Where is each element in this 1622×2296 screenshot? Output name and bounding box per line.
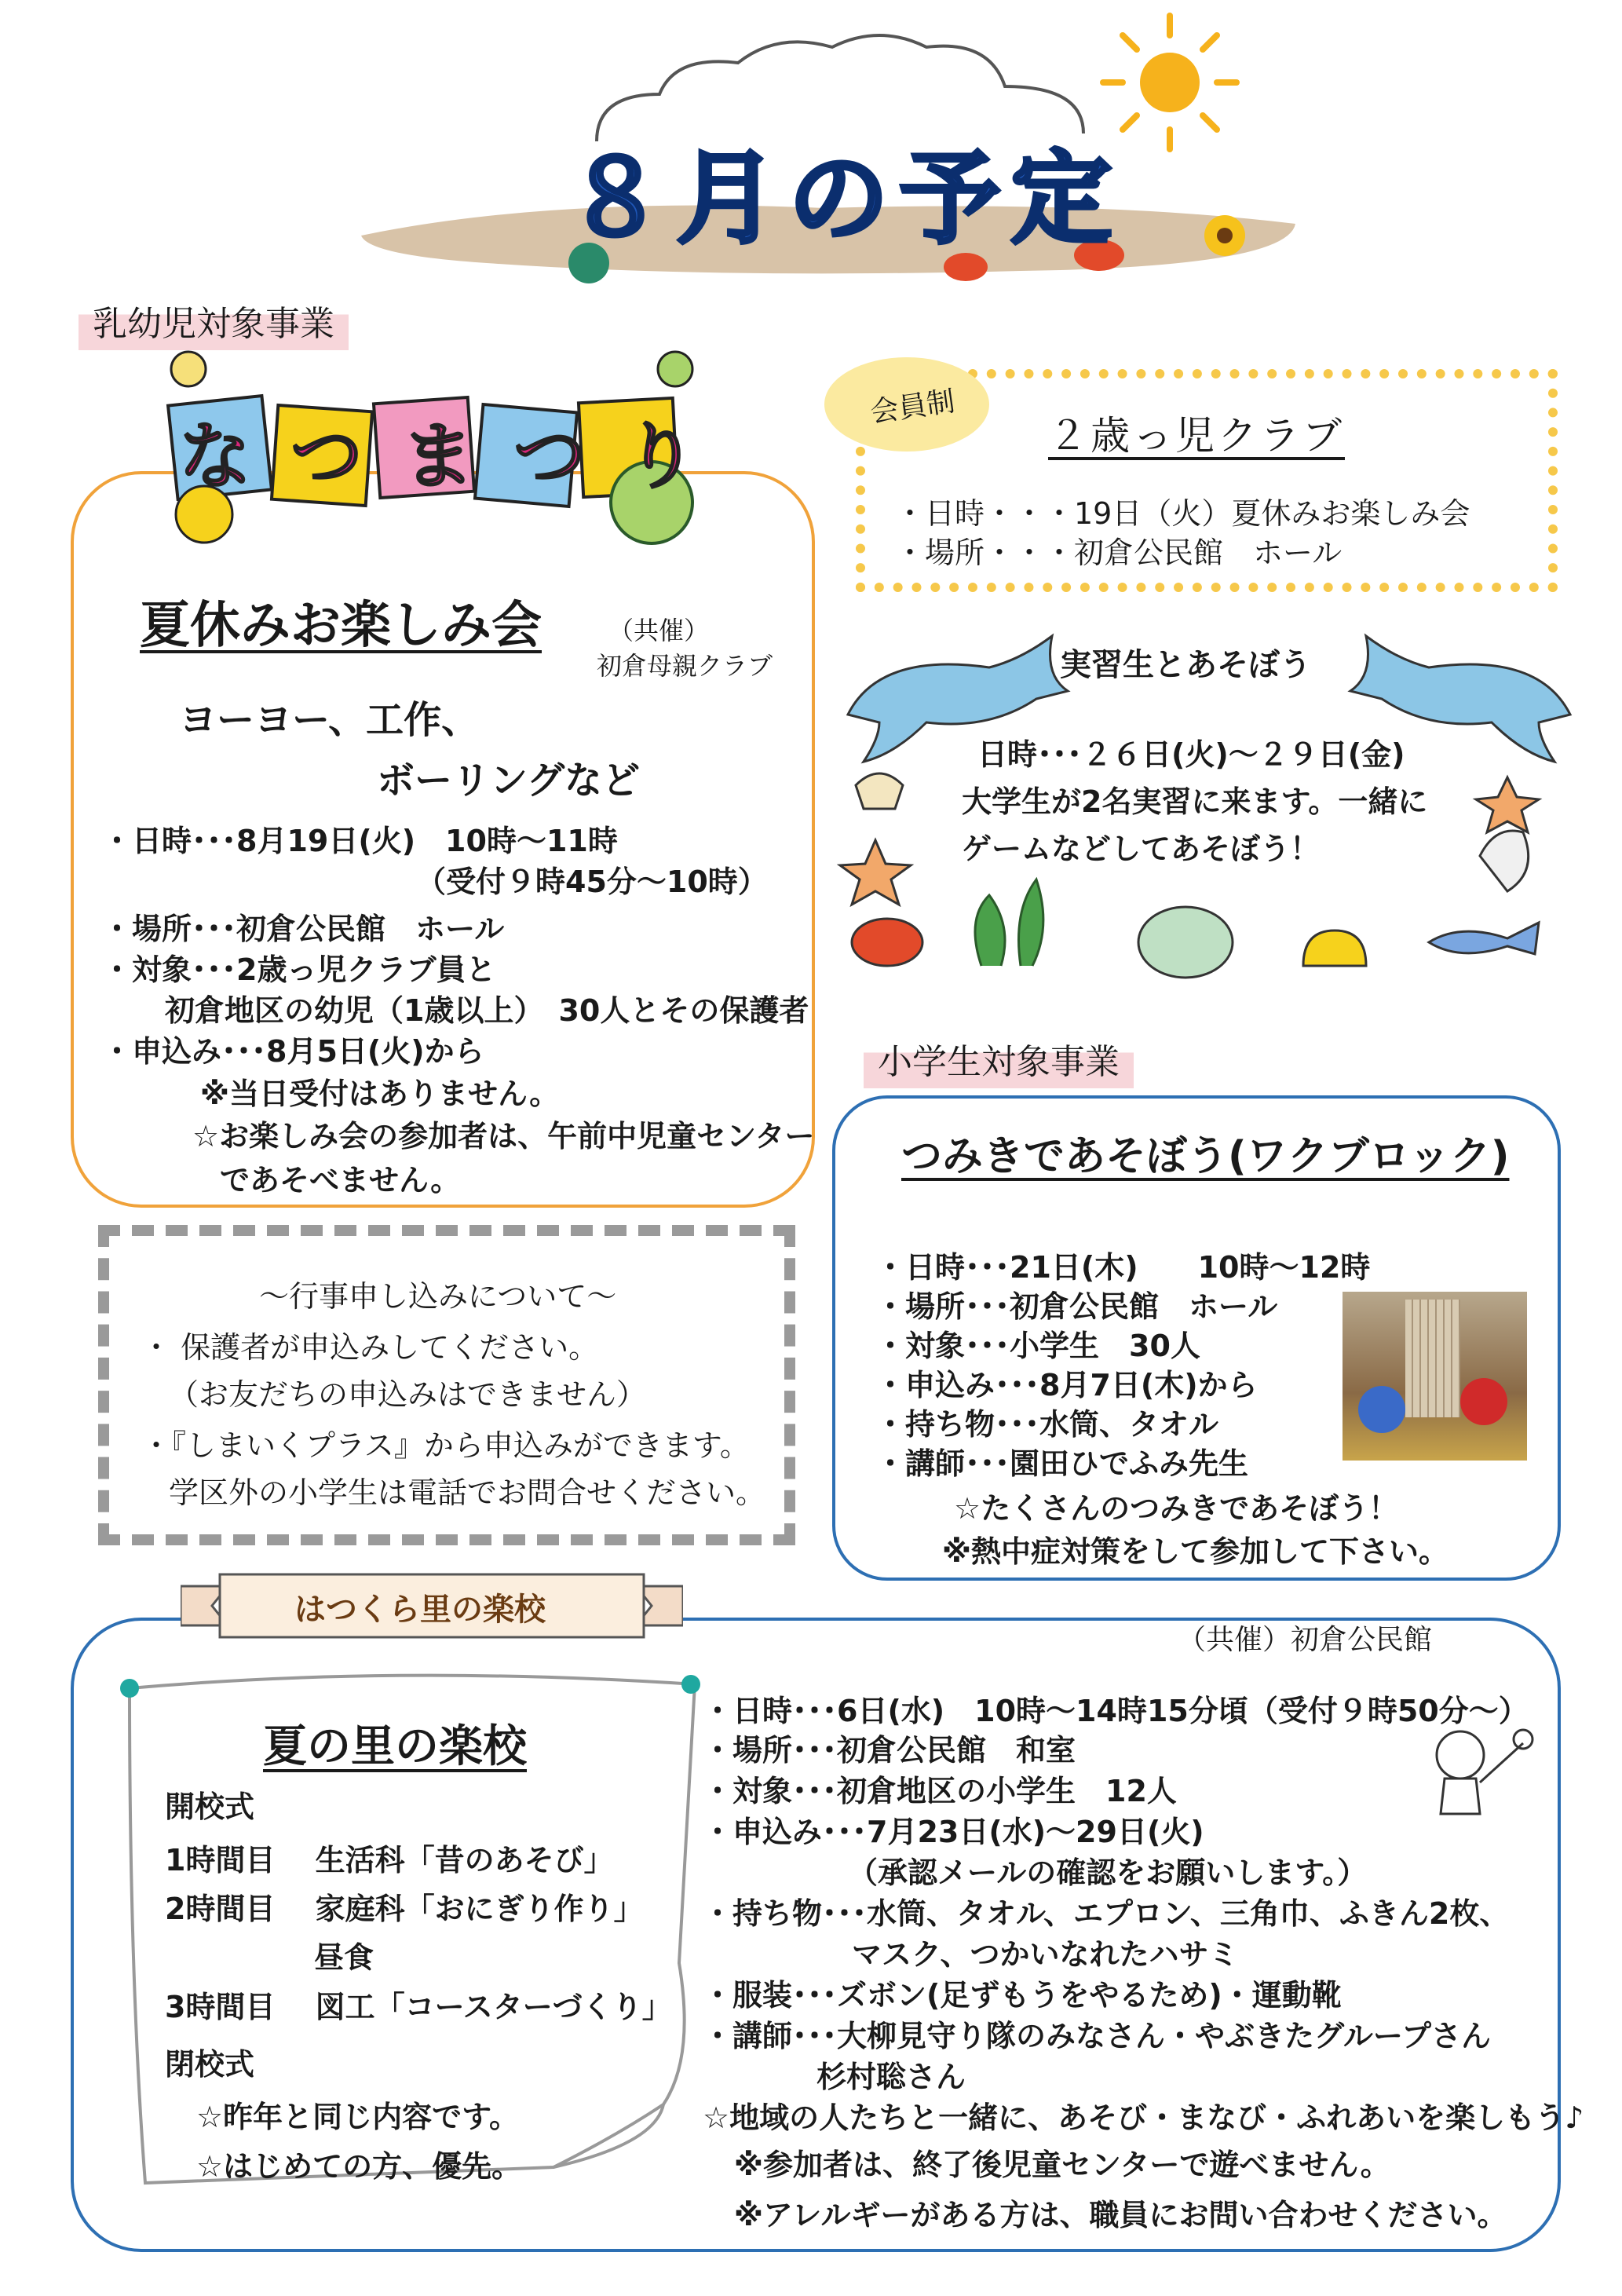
tsumiki-place: ・場所･･･初倉公民館 ホール [875,1289,1278,1324]
tsumiki-apply: ・申込み･･･8月7日(木)から [875,1368,1258,1402]
sunflower-icon [1204,215,1245,256]
natsumatsuri-target: ・対象･･･2歳っ児クラブ員と [102,952,496,987]
starfish-icon [840,840,911,905]
sato-period2: 2時間目 家庭科「おにぎり作り」 [165,1892,644,1926]
natsumatsuri-note2: ☆お楽しみ会の参加者は、午前中児童センター [192,1119,815,1153]
intern-desc1: 大学生が2名実習に来ます。一緒に [962,784,1428,819]
section-label-elementary: 小学生対象事業 [864,1029,1134,1088]
lantern-icon [171,352,206,386]
club-place: ・場所・・・初倉公民館 ホール [895,536,1343,570]
child-bug-catcher-icon [1421,1720,1539,1830]
intern-date: 日時･･･２６日(火)～２９日(金) [977,737,1405,772]
natsumatsuri-apply: ・申込み･･･8月5日(火)から [102,1034,484,1069]
pin-icon-2 [681,1675,700,1694]
notice-line1: ・ 保護者が申込みしてください。 [141,1330,599,1365]
sato-opening: 開校式 [165,1790,255,1824]
sato-closing: 閉校式 [165,2047,255,2082]
sato-instructor-2: 杉村聡さん [816,2060,966,2094]
block-tower-shape [1405,1300,1460,1417]
sato-cosponsor: （共催）初倉公民館 [1178,1624,1433,1656]
sato-instructor: ・講師･･･大柳見守り隊のみなさん・やぶきたグループさん [703,2019,1491,2053]
sato-note-allergy: ※アレルギーがある方は、職員にお問い合わせください。 [734,2198,1507,2232]
tsumiki-note1: ☆たくさんのつみきであそぼう！ [954,1491,1399,1526]
sato-apply-note: （承認メールの確認をお願いします。） [848,1855,1368,1890]
notice-title: ～行事申し込みについて～ [259,1279,617,1314]
tsumiki-instructor: ・講師･･･園田ひでふみ先生 [875,1446,1249,1481]
conch-icon [1480,831,1529,891]
tsumiki-belongings: ・持ち物･･･水筒、タオル [875,1407,1219,1442]
sato-datetime: ・日時･･･6日(水) 10時～14時15分頃（受付９時50分～） [703,1694,1529,1728]
sato-note2: ☆はじめての方、優先。 [196,2149,522,2184]
sato-belongings: ・持ち物･･･水筒、タオル、エプロン、三角巾、ふきん2枚、 [703,1896,1510,1931]
notice-line2: （お友だちの申込みはできません） [169,1377,647,1412]
ribbon-text: はつくら里の楽校 [294,1592,546,1628]
seaweed-icon [975,879,1043,966]
tsumiki-photo [1343,1292,1527,1461]
natsumatsuri-datetime: ・日時･･･8月19日(火) 10時～11時 [102,824,618,858]
children-shape-2 [1460,1378,1507,1425]
natsumatsuri-title: 夏休みお楽しみ会 [140,597,542,655]
sato-title: 夏の里の楽校 [263,1721,527,1772]
sato-apply: ・申込み･･･7月23日(水)～29日(火) [703,1815,1204,1849]
natsumatsuri-note3: であそべません。 [220,1163,461,1197]
sato-period3: 3時間目 図工「コースターづくり」 [165,1990,672,2024]
crab-icon-small [852,919,922,966]
natsumatsuri-banner-text: なつまつり [179,415,737,499]
sato-note-center: ※参加者は、終了後児童センターで遊べません。 [734,2148,1390,2182]
sato-place: ・場所･･･初倉公民館 和室 [703,1733,1076,1768]
section-label-infant: 乳幼児対象事業 [79,291,349,350]
sato-clothing: ・服装･･･ズボン(足ずもうをやるため)・運動靴 [703,1978,1342,2013]
club-title: ２歳っ児クラブ [1048,413,1345,459]
natsumatsuri-note1: ※当日受付はありません。 [200,1077,560,1111]
tsumiki-target: ・対象･･･小学生 30人 [875,1329,1200,1363]
intern-desc2: ゲームなどしてあそぼう！ [962,832,1321,866]
tsumiki-title: つみきであそぼう(ワクブロック) [901,1133,1510,1180]
shell-icon [856,773,903,809]
natsumatsuri-target-detail: 初倉地区の幼児（1歳以上） 30人とその保護者 [165,993,809,1028]
natsumatsuri-reception: （受付９時45分～10時） [416,865,768,899]
intern-title: 実習生とあそぼう [1060,647,1311,683]
sato-note-community: ☆地域の人たちと一緒に、あそび・まなび・ふれあいを楽しもう♪ [703,2100,1584,2135]
fish-icon [1429,923,1539,954]
children-shape [1358,1386,1405,1433]
scallop-icon [1303,930,1366,966]
activities-line2: ボーリングなど [377,759,641,803]
sato-lunch: 昼食 [314,1940,374,1975]
cosponsor-label: （共催） [608,616,710,645]
sato-period1: 1時間目 生活科「昔のあそび」 [165,1843,614,1877]
notice-line4: 学区外の小学生は電話でお問合せください。 [169,1475,766,1510]
sato-note1: ☆昨年と同じ内容です。 [196,2100,520,2134]
sun-icon [1103,16,1237,149]
natsumatsuri-place: ・場所･･･初倉公民館 ホール [102,912,505,946]
tsumiki-note2: ※熱中症対策をして参加して下さい。 [942,1534,1448,1569]
cosponsor-name: 初倉母親クラブ [597,651,773,681]
activities-line1: ヨーヨー、工作、 [179,698,480,742]
starfish-icon-2 [1476,777,1539,832]
sato-belongings-2: マスク、つかいなれたハサミ [852,1937,1239,1972]
turtle-icon [1138,907,1233,978]
tsumiki-datetime: ・日時･･･21日(木) 10時～12時 [875,1250,1371,1285]
sato-target: ・対象･･･初倉地区の小学生 12人 [703,1774,1177,1808]
lantern-icon-2 [658,352,692,386]
pin-icon [120,1679,139,1698]
club-datetime: ・日時・・・19日（火）夏休みお楽しみ会 [895,496,1470,531]
notice-line3: ・『しまいくプラス』から申込みができます。 [141,1428,750,1463]
page-title: ８月の予定 [565,141,1123,258]
member-badge-text: 会員制 [868,385,957,430]
